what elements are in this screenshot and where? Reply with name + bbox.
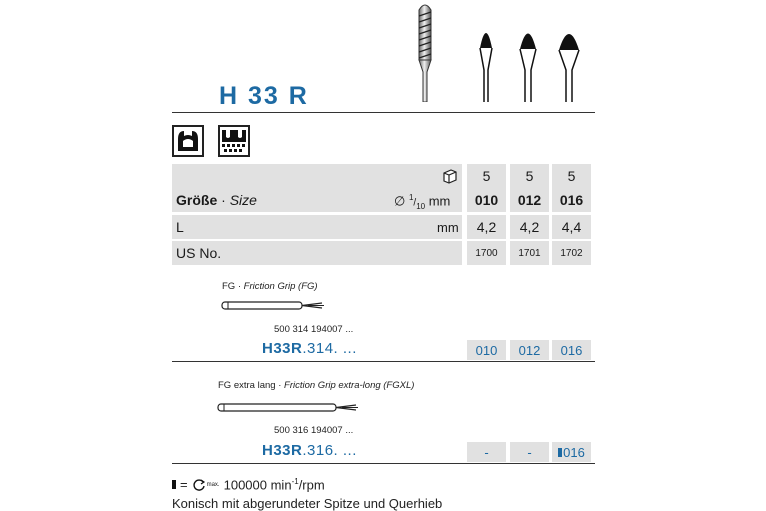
- variant-fgxl-availability[interactable]: [552, 442, 591, 462]
- variant-fgxl-code-prefix: H33R: [262, 442, 303, 459]
- speed-sub: max.: [206, 481, 220, 488]
- variant-fgxl-availability[interactable]: -: [467, 442, 506, 462]
- variant-fg-code: [262, 340, 357, 357]
- speed-equals: =: [180, 477, 188, 493]
- speed-note: [172, 477, 325, 492]
- size-value: 012: [510, 188, 549, 212]
- cavity-preparation-icon: [172, 125, 204, 157]
- unit-frac-den: 10: [416, 201, 426, 211]
- bur-product-image: [405, 0, 445, 102]
- product-title: H 33 R: [219, 82, 309, 110]
- variant-fg-availability[interactable]: 010: [467, 340, 506, 360]
- us-number-row: [172, 241, 462, 265]
- availability-marker-icon: [558, 448, 562, 457]
- variant-fgxl-divider: [172, 463, 595, 464]
- bur-silhouette-010-icon: [476, 18, 496, 102]
- variant-fgxl-article-number: 500 316 194007 ...: [274, 425, 354, 436]
- length-row: [172, 215, 462, 239]
- variant-fgxl-separator: ·: [275, 380, 285, 391]
- diameter-icon: ∅: [394, 193, 406, 209]
- size-label-de: Größe: [176, 192, 218, 208]
- variant-fg-code-suffix: .314. ...: [302, 340, 357, 357]
- us-number-value: 1700: [467, 241, 506, 265]
- variant-fg-article-number: 500 314 194007 ...: [274, 324, 354, 335]
- bur-silhouette-012-icon: [517, 18, 539, 102]
- fg-bur-icon: [218, 298, 328, 314]
- product-description: Konisch mit abgerundeter Spitze und Querhieb: [172, 496, 443, 511]
- marker-icon: [172, 480, 176, 489]
- variant-fg-name-en: Friction Grip (FG): [243, 281, 318, 292]
- length-value: 4,2: [467, 215, 506, 239]
- variant-fg-separator: ·: [235, 281, 244, 292]
- variant-fgxl-name-de: FG extra lang: [218, 380, 276, 391]
- length-label: L: [176, 219, 184, 235]
- size-unit: mm: [428, 193, 451, 209]
- unit-frac-num: 1: [408, 193, 414, 202]
- variant-fgxl-name-en: Friction Grip extra-long (FGXL): [284, 380, 415, 391]
- rotation-speed-icon: [192, 478, 206, 492]
- length-unit: mm: [437, 220, 459, 235]
- size-value: 016: [552, 188, 591, 212]
- pack-value: 5: [552, 164, 591, 188]
- bur-silhouette-016-icon: [557, 18, 581, 102]
- size-label-en: Size: [229, 192, 257, 208]
- crown-preparation-icon: [218, 125, 250, 157]
- length-value: 4,2: [510, 215, 549, 239]
- speed-exp: -1: [291, 477, 299, 486]
- fgxl-bur-icon: [214, 400, 364, 416]
- pack-row: [172, 164, 462, 188]
- speed-unit: /rpm: [298, 477, 325, 493]
- us-number-value: 1701: [510, 241, 549, 265]
- variant-fgxl-availability-016: 016: [563, 444, 585, 460]
- variant-fgxl-availability[interactable]: -: [510, 442, 549, 462]
- pack-value: 5: [467, 164, 506, 188]
- package-icon: [442, 168, 458, 184]
- header-divider: [172, 112, 595, 113]
- pack-value: 5: [510, 164, 549, 188]
- variant-fg-availability[interactable]: 016: [552, 340, 591, 360]
- variant-fgxl-code: [262, 442, 357, 459]
- length-value: 4,4: [552, 215, 591, 239]
- size-row: Größe · Size ∅ $^1/_{10}$ mm: [172, 188, 462, 212]
- us-number-label: US No.: [176, 245, 222, 261]
- variant-fg-availability[interactable]: 012: [510, 340, 549, 360]
- variant-fgxl-code-suffix: .316. ...: [302, 442, 357, 459]
- speed-value: 100000 min: [223, 477, 292, 493]
- variant-fg-code-prefix: H33R: [262, 340, 303, 357]
- size-value: 010: [467, 188, 506, 212]
- size-label-separator: ·: [217, 192, 230, 208]
- us-number-value: 1702: [552, 241, 591, 265]
- variant-fg-name-de: FG: [222, 281, 236, 292]
- variant-fg-divider: [172, 361, 595, 362]
